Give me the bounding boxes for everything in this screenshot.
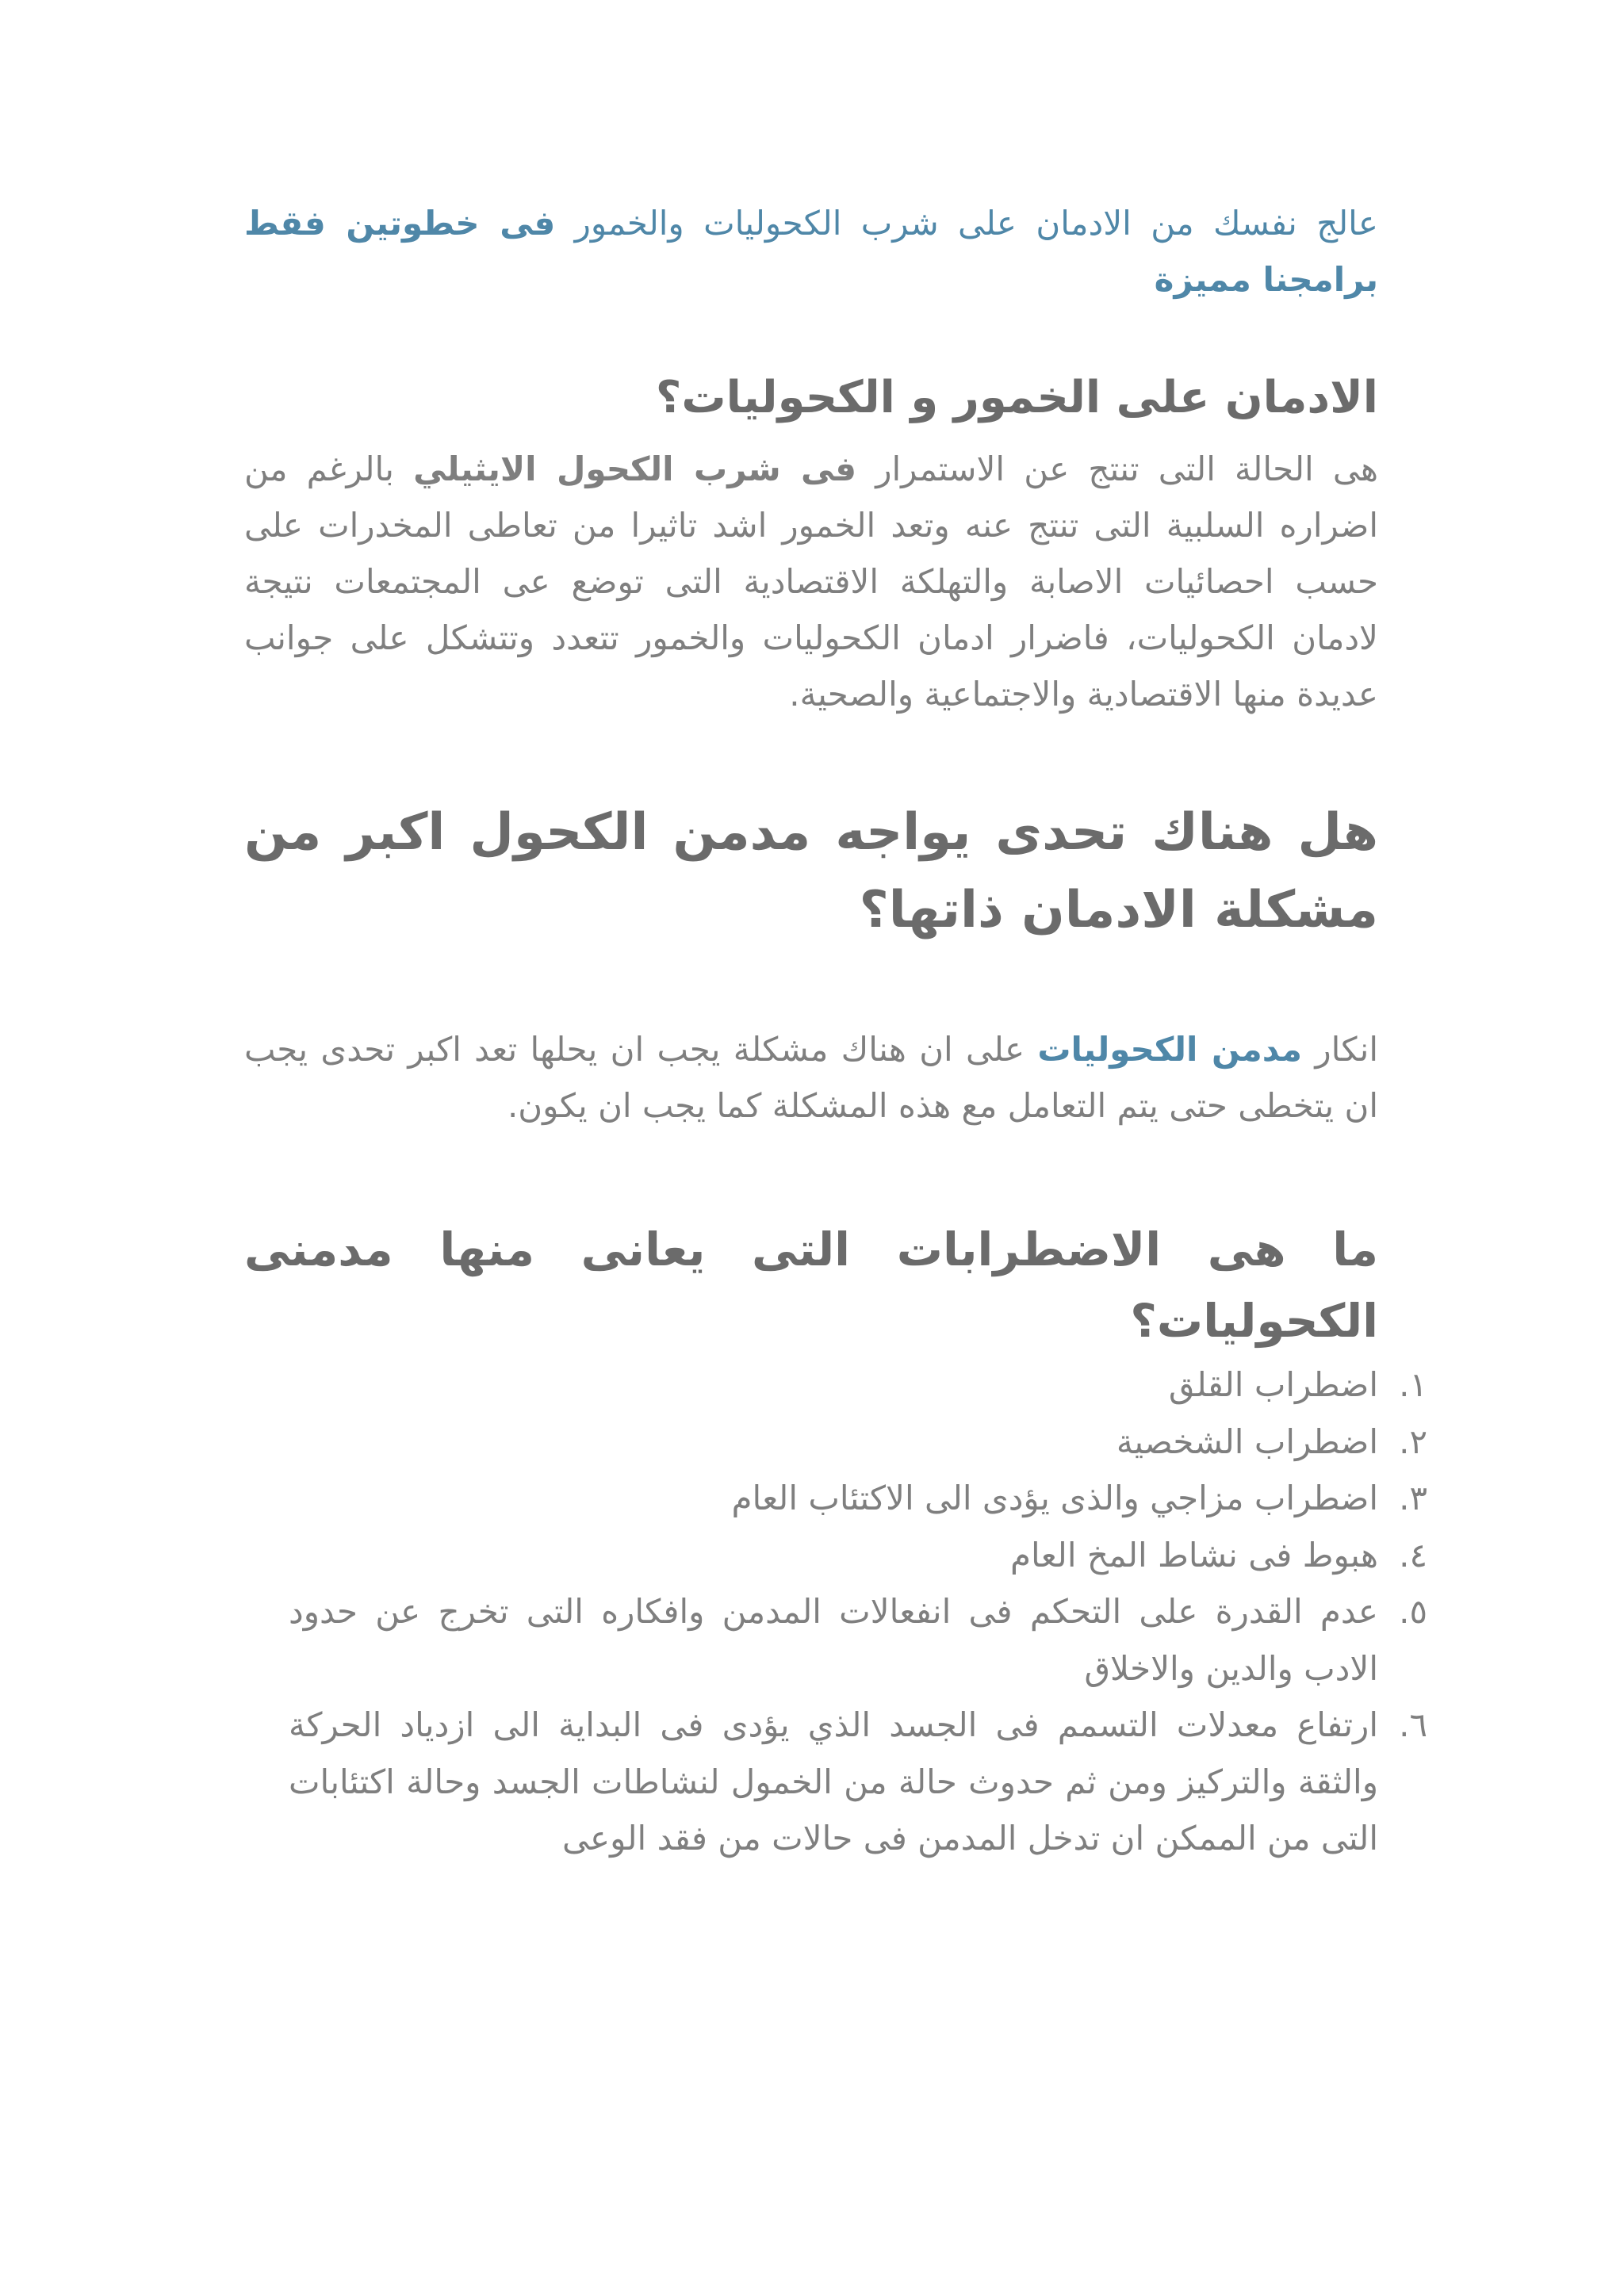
list-marker: ٤. <box>1399 1535 1427 1575</box>
denial-text-start: انكار <box>1315 1030 1379 1069</box>
list-marker: ٢. <box>1399 1422 1427 1461</box>
list-marker: ٣. <box>1399 1479 1427 1517</box>
list-item <box>289 1357 1427 1414</box>
list-item <box>289 1527 1427 1584</box>
list-item <box>289 1697 1427 1867</box>
definition-text-end: بالرغم من اضراره السلبية التى تنتج عنه وتعد الخمور اشد تاثيرا من تعاطى المخدرات على حسب احصائيات الاصابة والتهلكة الاقتصادية التى توضع عى المجتمعات نتيجة لادمان الكحوليات، فاضرار ادمان الكحوليات والخمور تتعدد وتتشكل على جوانب عديدة منها الاقتصادية والاجتماعية والصحية. <box>244 450 1378 714</box>
heading-challenge: هل هناك تحدى يواجه مدمن الكحول اكبر من مشكلة الادمان ذاتها؟ <box>244 803 1378 939</box>
list-item-text: هبوط فى نشاط المخ العام <box>1009 1535 1378 1575</box>
paragraph-definition <box>244 441 1378 722</box>
list-item <box>289 1470 1427 1527</box>
list-marker: ٥. <box>1399 1592 1427 1631</box>
heading-alcohol-addiction: الادمان على الخمور و الكحوليات؟ <box>655 372 1378 423</box>
list-item <box>289 1414 1427 1471</box>
intro-text: عالج نفسك من الادمان على شرب الكحوليات والخمور <box>574 204 1378 243</box>
list-item-text: اضطراب مزاجي والذى يؤدى الى الاكتئاب العام <box>731 1479 1378 1517</box>
list-marker: ١. <box>1399 1365 1427 1404</box>
denial-highlight: مدمن الكحوليات <box>1037 1030 1303 1069</box>
intro-paragraph <box>244 195 1378 308</box>
list-item-text: ارتفاع معدلات التسمم فى الجسد الذي يؤدى فى البداية الى ازدياد الحركة والثقة والتركيز ومن ثم حدوث حالة من الخمول لنشاطات الجسد وحالة اكتئابات التى من الممكن ان تدخل المدمن فى حالات من فقد الوعى <box>289 1705 1378 1858</box>
paragraph-denial <box>244 1021 1378 1134</box>
intro-highlight: فى خطوتين فقط برامجنا مميزة <box>244 204 1378 299</box>
denial-text-end: على ان هناك مشكلة يجب ان يحلها تعد اكبر تحدى يجب ان يتخطى حتى يتم التعامل مع هذه المشكلة كما يجب ان يكون. <box>244 1030 1378 1125</box>
heading-disorders: ما هى الاضطرابات التى يعانى منها مدمنى الكحوليات؟ <box>244 1223 1378 1348</box>
list-marker: ٦. <box>1399 1705 1427 1744</box>
definition-bold-phrase: فى شرب الكحول الايثيلي <box>413 450 857 488</box>
disorders-list <box>289 1357 1427 1867</box>
list-item-text: عدم القدرة على التحكم فى انفعالات المدمن وافكاره التى تخرج عن حدود الادب والدين والاخلاق <box>289 1592 1378 1688</box>
list-item <box>289 1583 1427 1697</box>
list-item-text: اضطراب الشخصية <box>1116 1422 1378 1461</box>
list-item-text: اضطراب القلق <box>1168 1365 1378 1404</box>
definition-text-start: هى الحالة التى تنتج عن الاستمرار <box>875 450 1378 488</box>
